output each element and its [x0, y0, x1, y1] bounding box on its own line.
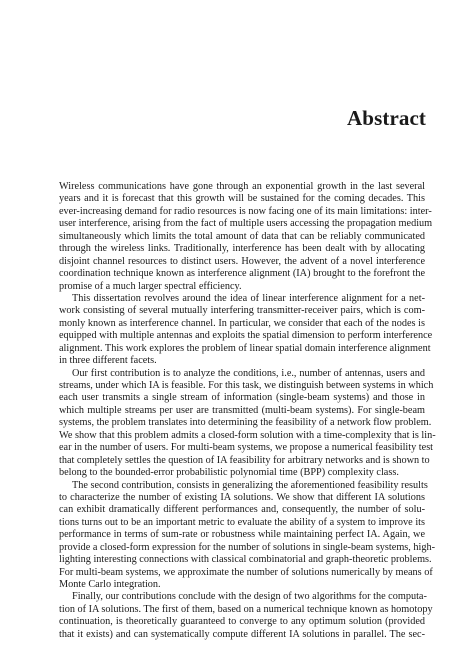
text-line: simultaneously which limits the total amount of data that can be reliably communicated [59, 230, 425, 242]
paragraph [59, 367, 436, 480]
text-line: Wireless communications have gone through an exponential growth in the last several [59, 181, 425, 192]
text-line: coordination technique known as interference alignment (IA) brought to the forefront the [59, 268, 425, 280]
text-line: lighting interesting connections with classical combinatorial and graph-theoretic problems. [59, 554, 432, 566]
text-line: years and it is forecast that this growth will be sustained for the coming decades. This [59, 193, 425, 205]
text-line: For multi-beam systems, we approximate the number of solutions numerically by means of [59, 566, 433, 578]
text-line: ear in the number of users. For multi-beam systems, we propose a numerical feasibility test [59, 442, 434, 454]
text-line: systems, the problem translates into determining the feasibility of a network flow problem. [59, 417, 432, 429]
text-line: This dissertation revolves around the idea of linear interference alignment for a net- [72, 292, 425, 304]
text-line: in three different facets. [59, 355, 157, 367]
text-line: monly known as interference channel. In particular, we consider that each of the nodes is [59, 317, 425, 329]
text-line: can exhibit dramatically different performances and, consequently, the number of solu- [59, 504, 425, 516]
text-line: provide a closed-form expression for the number of solutions in single-beam systems, high- [59, 541, 436, 553]
paragraph [59, 591, 433, 641]
text-line: performance in terms of sum-rate or robustness while maintaining perfect IA. Again, we [59, 529, 425, 541]
text-line: Our first contribution is to analyze the conditions, i.e., number of antennas, users and [72, 367, 425, 379]
text-line: equipped with multiple antennas and exploits the spatial dimension to perform interference [59, 330, 433, 342]
text-line: user interference, arising from the fact of multiple users accessing the propagation medium [59, 218, 433, 230]
text-line: that it exists) and can systematically compute different IA solutions in parallel. The sec- [59, 628, 425, 640]
text-line: to characterize the number of existing IA solutions. We show that different IA solutions [59, 491, 425, 503]
text-line: We show that this problem admits a closed-form solution with a time-complexity that is lin- [59, 429, 436, 441]
paragraph [59, 292, 433, 368]
text-line: ever-increasing demand for radio resources is now facing one of its main limitations: inter- [59, 205, 432, 217]
paragraph [59, 479, 436, 592]
text-line: through the wireless links. Traditionally, interference has been dealt with by allocating [59, 243, 425, 255]
text-line: work consisting of several mutually interfering transmitter-receiver pairs, which is com- [59, 305, 425, 317]
text-line: tions turns out to be an important metric to evaluate the ability of a system to improve its [59, 516, 425, 528]
chapter-heading: Abstract [347, 106, 426, 130]
text-line: each user transmits a single stream of information (single-beam systems) and those in [59, 392, 425, 404]
text-line: which multiple streams per user are transmitted (multi-beam systems). For single-beam [59, 404, 425, 416]
text-line: alignment. This work explores the problem of linear spatial domain interference alignment [59, 342, 431, 354]
text-line: promise of a much larger spectral efficiency. [59, 280, 242, 292]
text-line: Monte Carlo integration. [59, 579, 161, 590]
text-line: streams, under which IA is feasible. For this task, we distinguish between systems in which [59, 380, 434, 391]
text-line: Finally, our contributions conclude with the design of two algorithms for the computa- [72, 591, 427, 603]
paragraph [59, 181, 433, 293]
text-line: continuation, is theoretically guaranteed to converge to any optimum solution (provided [59, 616, 425, 628]
abstract-body [59, 181, 436, 641]
text-line: that completely settles the question of IA feasibility for arbitrary networks and is shown to [59, 454, 430, 466]
text-line: disjoint channel resources to distinct users. However, the advent of a novel interference [59, 255, 425, 267]
text-line: tion of IA solutions. The first of them, based on a numerical technique known as homotopy [59, 603, 433, 615]
text-line: belong to the bounded-error probabilistic polynomial time (BPP) complexity class. [59, 467, 399, 479]
text-line: The second contribution, consists in generalizing the aforementioned feasibility results [72, 479, 428, 491]
